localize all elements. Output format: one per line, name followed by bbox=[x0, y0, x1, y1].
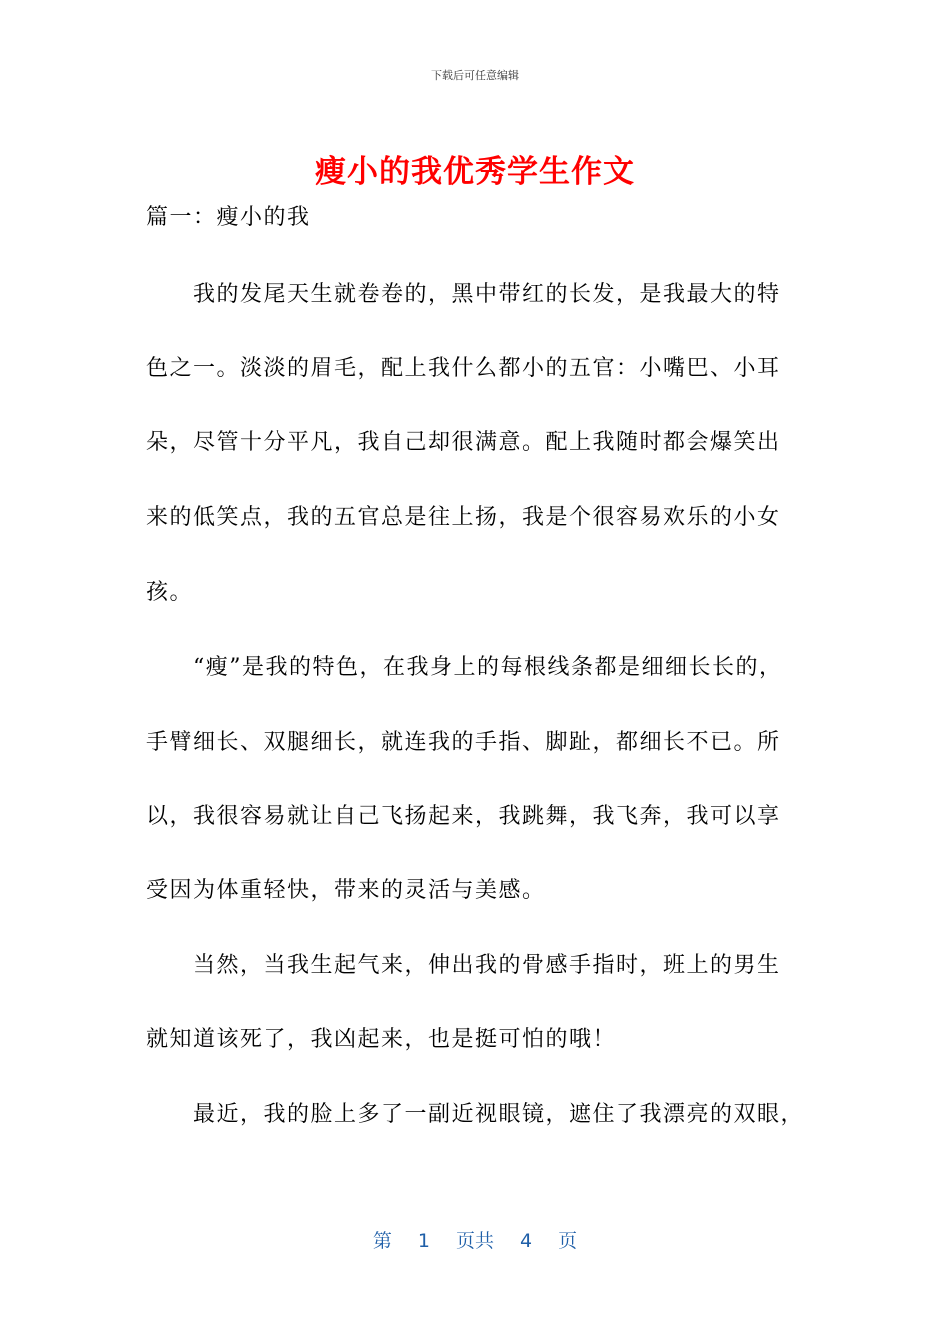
page-footer bbox=[0, 1226, 950, 1253]
header-note: 下载后可任意编辑 bbox=[431, 69, 519, 82]
footer-page-middle: 页共 bbox=[455, 1230, 494, 1252]
document-title: 瘦小的我优秀学生作文 bbox=[315, 154, 635, 190]
paragraph-line: 孩。 bbox=[146, 580, 194, 605]
footer-page-suffix: 页 bbox=[558, 1230, 578, 1252]
paragraph-line: 受因为体重轻快，带来的灵活与美感。 bbox=[146, 878, 546, 903]
paragraph-line: 手臂细长、双腿细长，就连我的手指、脚趾，都细长不已。所 bbox=[146, 730, 781, 755]
paragraph-line: 色之一。淡淡的眉毛，配上我什么都小的五官：小嘴巴、小耳 bbox=[146, 356, 781, 381]
section-heading: 篇一：瘦小的我 bbox=[146, 205, 311, 230]
paragraph-line: 来的低笑点，我的五官总是往上扬，我是个很容易欢乐的小女 bbox=[146, 505, 781, 530]
footer-page-number: 1 bbox=[417, 1230, 430, 1252]
paragraph-line: “瘦”是我的特色，在我身上的每根线条都是细细长长的， bbox=[193, 655, 783, 680]
footer-page-prefix: 第 bbox=[372, 1230, 392, 1252]
paragraph-line: 我的发尾天生就卷卷的，黑中带红的长发，是我最大的特 bbox=[193, 282, 781, 307]
footer-page-total: 4 bbox=[520, 1230, 533, 1252]
paragraph-line: 就知道该死了，我凶起来，也是挺可怕的哦！ bbox=[146, 1027, 617, 1052]
paragraph-line: 最近，我的脸上多了一副近视眼镜，遮住了我漂亮的双眼， bbox=[193, 1102, 805, 1127]
paragraph-line: 朵，尽管十分平凡，我自己却很满意。配上我随时都会爆笑出 bbox=[146, 430, 781, 455]
paragraph-line: 当然，当我生起气来，伸出我的骨感手指时，班上的男生 bbox=[193, 953, 781, 978]
paragraph-line: 以，我很容易就让自己飞扬起来，我跳舞，我飞奔，我可以享 bbox=[146, 804, 781, 829]
